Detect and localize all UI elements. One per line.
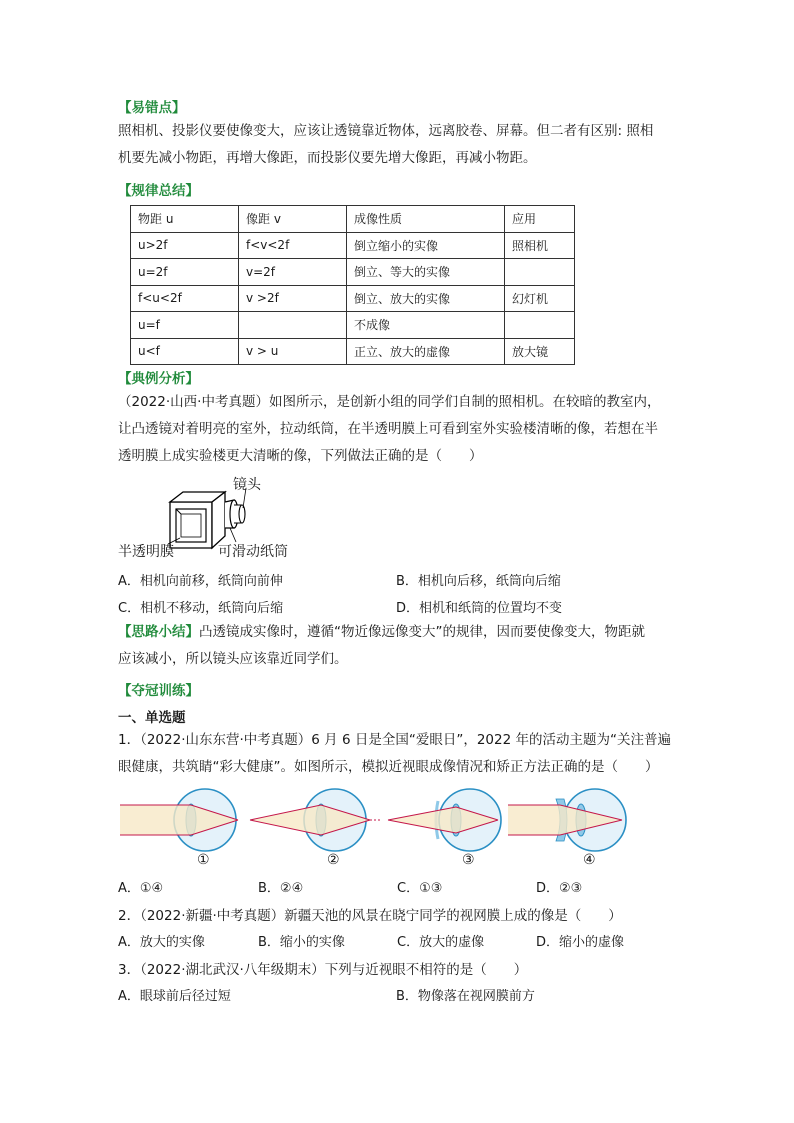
eye-diagram-1	[120, 789, 238, 851]
table-cell: 放大镜	[505, 338, 575, 365]
table-header-cell: 成像性质	[347, 206, 505, 233]
example-heading: 【典例分析】	[118, 371, 199, 387]
table-cell: u=f	[131, 312, 239, 339]
table-cell: 正立、放大的虚像	[347, 338, 505, 365]
example-line-2: 让凸透镜对着明亮的室外，拉动纸筒，在半透明膜上可看到室外实验楼清晰的像，若想在半	[118, 421, 658, 437]
table-cell: 不成像	[347, 312, 505, 339]
q1-option-d[interactable]: D．②③	[536, 881, 583, 896]
q2-option-d[interactable]: D．缩小的虚像	[536, 935, 625, 950]
tube-label: 可滑动纸筒	[218, 544, 288, 560]
example-line-3: 透明膜上成实验楼更大清晰的像，下列做法正确的是（ ）	[118, 448, 483, 464]
table-row	[131, 232, 575, 259]
table-cell: v > u	[239, 338, 347, 365]
table-header-row	[131, 206, 575, 233]
thinking-text-1: 凸透镜成实像时，遵循“物近像远像变大”的规律，因而要使像变大，物距就	[199, 624, 645, 640]
q2-option-c[interactable]: C．放大的虚像	[397, 935, 485, 950]
table-cell: 倒立、放大的实像	[347, 285, 505, 312]
thinking-heading: 【思路小结】	[118, 624, 199, 640]
table-cell: 倒立、等大的实像	[347, 259, 505, 286]
q2-option-a[interactable]: A．放大的实像	[118, 935, 205, 950]
error-prone-line-1: 照相机、投影仪要使像变大，应该让透镜靠近物体，远离胶卷、屏幕。但二者有区别: 照相	[118, 123, 654, 139]
table-cell: f<u<2f	[131, 285, 239, 312]
table-cell	[505, 259, 575, 286]
table-header-cell: 应用	[505, 206, 575, 233]
q3-option-b[interactable]: B．物像落在视网膜前方	[396, 989, 535, 1004]
table-row	[131, 312, 575, 339]
eye-number-1: ①	[197, 852, 210, 868]
eye-diagram-4	[508, 789, 626, 851]
eye-diagrams	[120, 785, 630, 855]
eye-number-2: ②	[327, 852, 340, 868]
q3-option-a[interactable]: A．眼球前后径过短	[118, 989, 231, 1004]
table-cell: u<f	[131, 338, 239, 365]
example-option-a[interactable]: A．相机向前移，纸筒向前伸	[118, 574, 283, 589]
table-cell: u=2f	[131, 259, 239, 286]
single-choice-heading: 一、单选题	[118, 710, 186, 726]
table-cell: 照相机	[505, 232, 575, 259]
error-prone-line-2: 机要先减小物距，再增大像距，而投影仪要先增大像距，再减小物距。	[118, 150, 537, 166]
table-cell	[239, 312, 347, 339]
example-line-1: （2022·山西·中考真题）如图所示，是创新小组的同学们自制的照相机。在较暗的教室内，	[118, 394, 661, 410]
eye-number-4: ④	[583, 852, 596, 868]
q3-line-1: 3．（2022·湖北武汉·八年级期末）下列与近视眼不相符的是（ ）	[118, 962, 528, 978]
table-cell: f<v<2f	[239, 232, 347, 259]
training-heading: 【夺冠训练】	[118, 683, 199, 699]
film-label: 半透明膜	[118, 544, 174, 560]
table-cell: 幻灯机	[505, 285, 575, 312]
table-header-cell: 物距 u	[131, 206, 239, 233]
table-cell: v=2f	[239, 259, 347, 286]
table-cell: 倒立缩小的实像	[347, 232, 505, 259]
lens-end	[239, 505, 245, 523]
table-row	[131, 338, 575, 365]
q1-option-b[interactable]: B．②④	[258, 881, 304, 896]
camera-box-side	[212, 492, 225, 548]
table-cell: u>2f	[131, 232, 239, 259]
error-prone-heading: 【易错点】	[118, 100, 186, 116]
table-header-cell: 像距 v	[239, 206, 347, 233]
lens-label: 镜头	[233, 477, 261, 493]
thinking-line-1	[118, 619, 645, 646]
q1-option-c[interactable]: C．①③	[397, 881, 443, 896]
table-row	[131, 259, 575, 286]
eye-diagram-3	[388, 789, 501, 851]
rule-summary-table	[130, 205, 575, 365]
q2-line-1: 2．（2022·新疆·中考真题）新疆天池的风景在晓宁同学的视网膜上成的像是（ ）	[118, 908, 622, 924]
example-option-c[interactable]: C．相机不移动，纸筒向后缩	[118, 601, 284, 616]
table-row	[131, 285, 575, 312]
rule-summary-heading: 【规律总结】	[118, 183, 199, 199]
q1-line-2: 眼健康，共筑睛“彩大健康”。如图所示，模拟近视眼成像情况和矫正方法正确的是（ ）	[118, 759, 659, 775]
q2-option-b[interactable]: B．缩小的实像	[258, 935, 345, 950]
example-option-b[interactable]: B．相机向后移，纸筒向后缩	[396, 574, 561, 589]
table-cell	[505, 312, 575, 339]
q1-option-a[interactable]: A．①④	[118, 881, 164, 896]
table-cell: v >2f	[239, 285, 347, 312]
example-option-d[interactable]: D．相机和纸筒的位置均不变	[396, 601, 563, 616]
thinking-line-2: 应该减小，所以镜头应该靠近同学们。	[118, 651, 348, 667]
q1-line-1: 1．（2022·山东东营·中考真题）6 月 6 日是全国“爱眼日”，2022 年的活动主题为“关注普遍	[118, 732, 671, 748]
eye-number-3: ③	[462, 852, 475, 868]
eye-diagram-2	[250, 789, 382, 851]
